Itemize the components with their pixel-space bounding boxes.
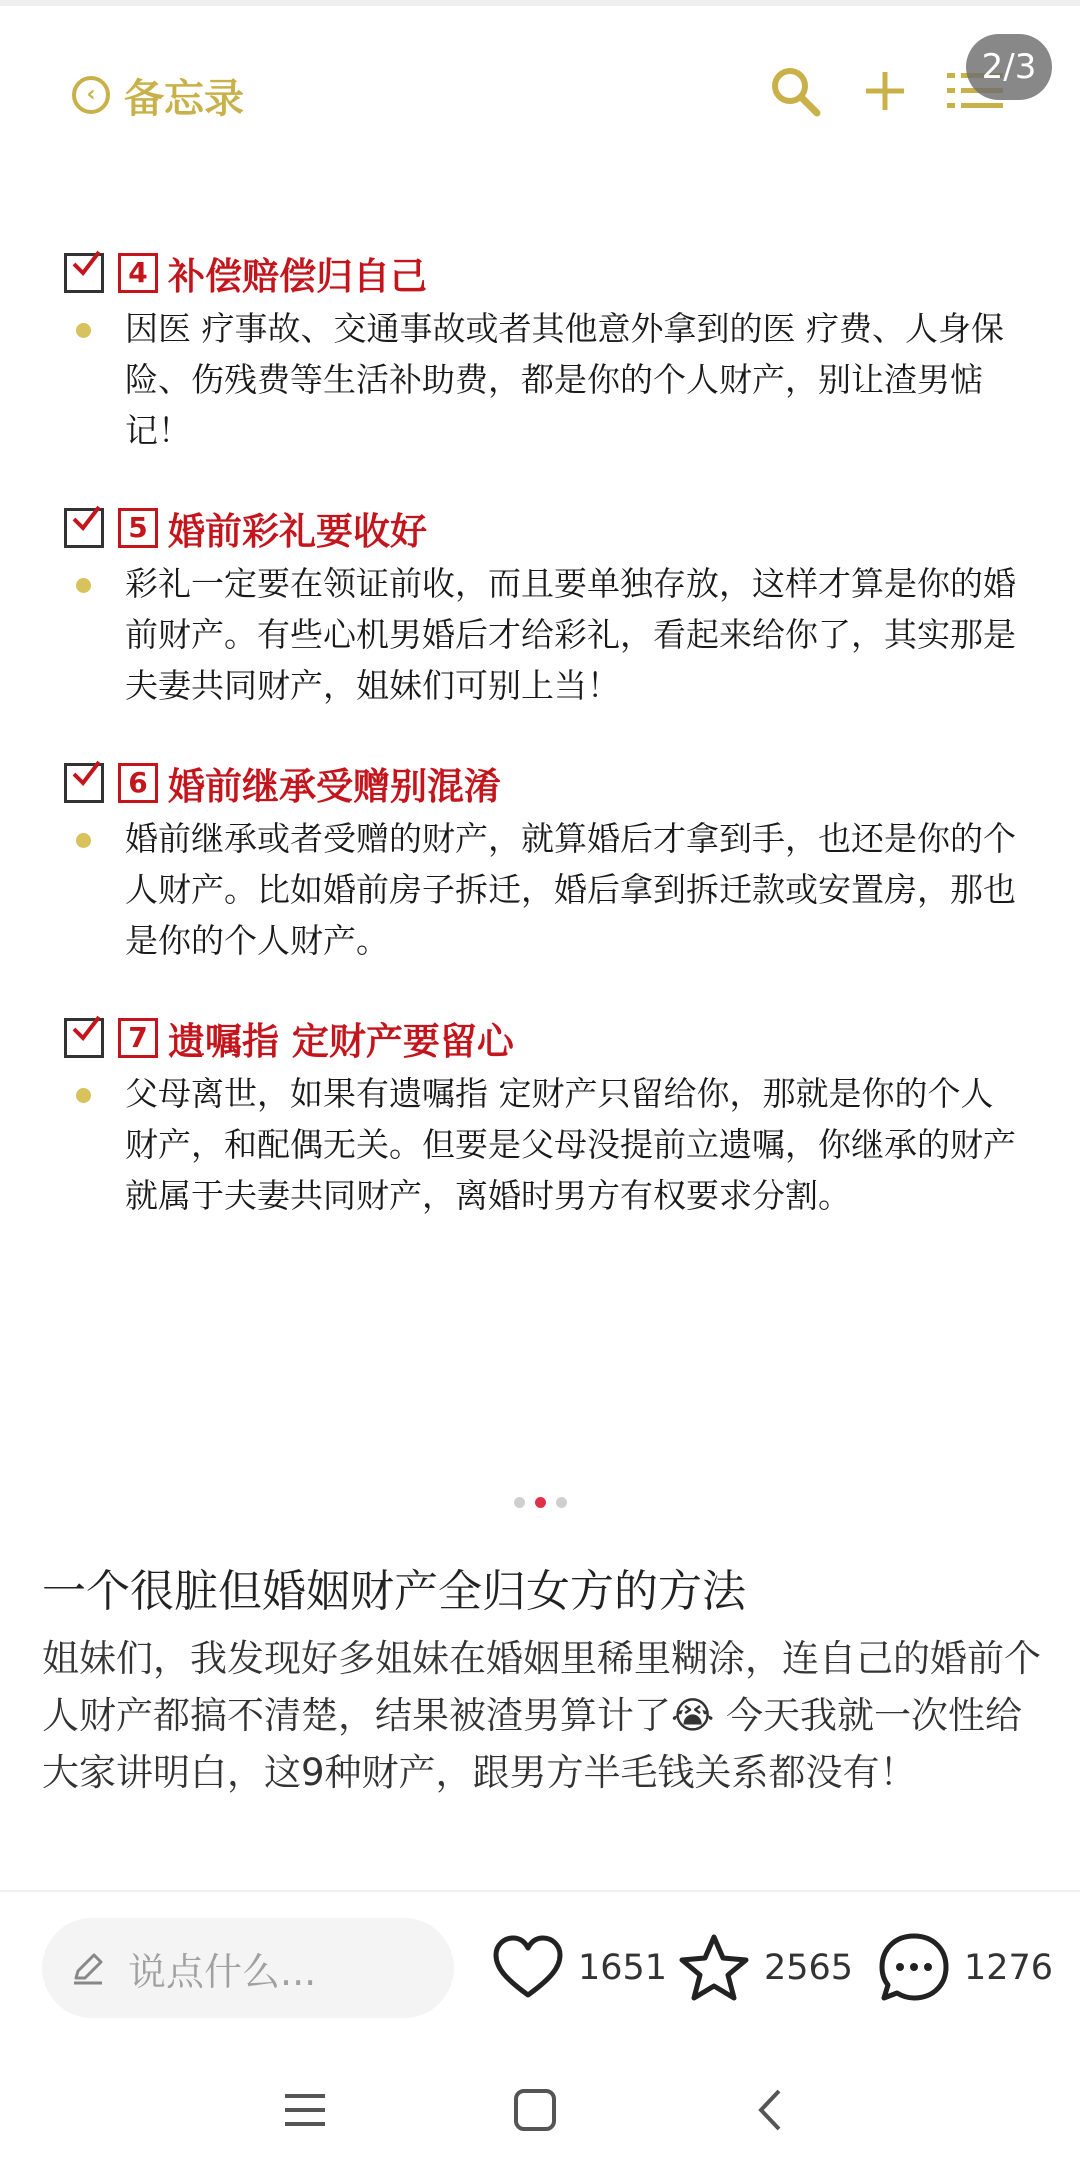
section-title: 补偿赔偿归自己 xyxy=(168,255,427,298)
post-body: 姐妹们，我发现好多姐妹在婚姻里稀里糊涂，连自己的婚前个人财产都搞不清楚，结果被渣男算计了😭 今天我就一次性给大家讲明白，这9种财产，跟男方半毛钱关系都没有！ xyxy=(42,1637,1041,1794)
bullet-icon xyxy=(76,323,91,338)
note-app-title: 备忘录 xyxy=(124,75,244,122)
favorite-button[interactable] xyxy=(678,1930,853,2006)
pencil-icon xyxy=(70,1950,106,1986)
plus-icon xyxy=(856,62,914,120)
comment-button[interactable] xyxy=(878,1930,1053,2006)
checkbox-icon xyxy=(64,763,104,803)
chevron-left-icon: ‹ xyxy=(72,76,110,114)
carousel-indicator[interactable] xyxy=(0,1497,1080,1508)
section-text: 婚前继承或者受赠的财产，就算婚后才拿到手，也还是你的个人财产。比如婚前房子拆迁，婚后拿到拆迁款或安置房，那也是你的个人财产。 xyxy=(125,819,1016,960)
bullet-icon xyxy=(76,1088,91,1103)
comment-count: 1276 xyxy=(964,1948,1054,1988)
star-icon xyxy=(678,1933,750,2003)
bullet-icon xyxy=(76,833,91,848)
home-square-icon xyxy=(512,2087,558,2133)
like-button[interactable] xyxy=(492,1930,667,2006)
section-title: 婚前彩礼要收好 xyxy=(168,510,427,553)
section-number: 6 xyxy=(118,763,158,803)
section-text: 因医 疗事故、交通事故或者其他意外拿到的医 疗费、人身保险、伤残费等生活补助费，都是你的个人财产，别让渣男惦记！ xyxy=(125,309,1004,450)
post-title: 一个很脏但婚姻财产全归女方的方法 xyxy=(42,1566,746,1617)
like-count: 1651 xyxy=(578,1948,668,1988)
section-number: 7 xyxy=(118,1018,158,1058)
image-page-indicator: 2/3 xyxy=(966,34,1052,100)
checkbox-icon xyxy=(64,253,104,293)
checkbox-icon xyxy=(64,1018,104,1058)
carousel-dot[interactable] xyxy=(556,1497,567,1508)
checkbox-icon xyxy=(64,508,104,548)
menu-icon xyxy=(283,2090,327,2130)
carousel-dot-active[interactable] xyxy=(535,1497,546,1508)
section-4 xyxy=(64,245,1024,456)
section-title: 婚前继承受赠别混淆 xyxy=(168,765,501,808)
search-icon xyxy=(766,62,824,120)
favorite-count: 2565 xyxy=(764,1948,854,1988)
section-number: 5 xyxy=(118,508,158,548)
section-text: 彩礼一定要在领证前收，而且要单独存放，这样才算是你的婚前财产。有些心机男婚后才给彩礼，看起来给你了，其实那是夫妻共同财产，姐妹们可别上当！ xyxy=(125,564,1016,705)
note-back-label xyxy=(72,70,244,120)
chat-bubble-icon xyxy=(878,1932,950,2004)
chevron-left-icon xyxy=(753,2087,787,2133)
recent-apps-button[interactable] xyxy=(270,2080,340,2140)
comment-placeholder: 说点什么... xyxy=(128,1949,317,1994)
heart-icon xyxy=(492,1935,564,2001)
action-bar-divider xyxy=(0,1890,1080,1892)
section-6 xyxy=(64,755,1024,966)
section-title: 遗嘱指 定财产要留心 xyxy=(168,1020,514,1063)
comment-input[interactable] xyxy=(42,1918,454,2018)
section-text: 父母离世，如果有遗嘱指 定财产只留给你，那就是你的个人财产，和配偶无关。但要是父母没提前立遗嘱，你继承的财产就属于夫妻共同财产，离婚时男方有权要求分割。 xyxy=(125,1074,1016,1215)
section-5 xyxy=(64,500,1024,711)
section-7 xyxy=(64,1010,1024,1221)
home-button[interactable] xyxy=(500,2080,570,2140)
section-number: 4 xyxy=(118,253,158,293)
back-button[interactable] xyxy=(735,2080,805,2140)
bullet-icon xyxy=(76,578,91,593)
top-divider xyxy=(0,0,1080,6)
carousel-dot[interactable] xyxy=(514,1497,525,1508)
